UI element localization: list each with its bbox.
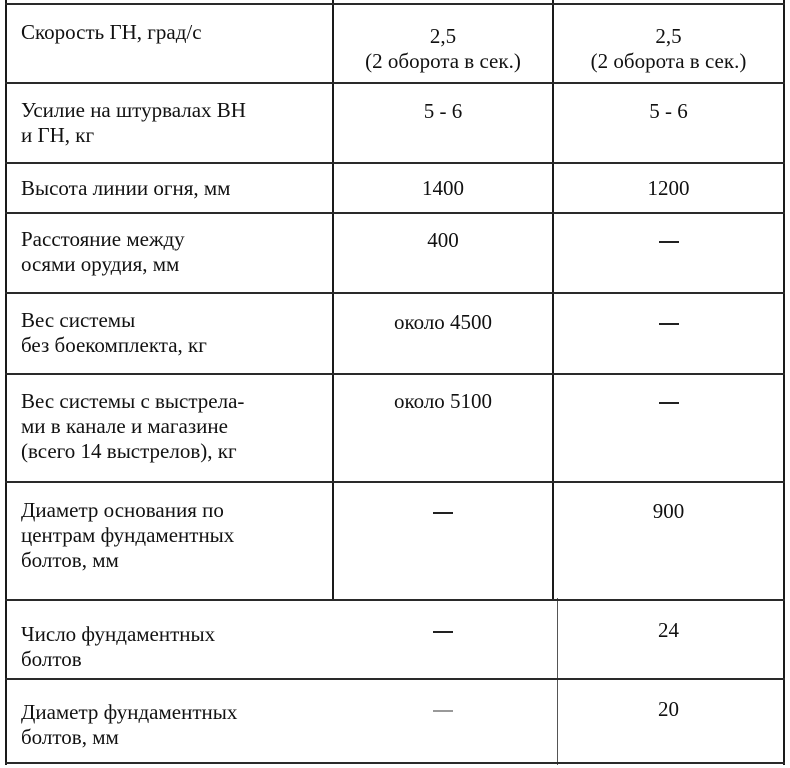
value-col1-weight-without-ammo bbox=[334, 310, 552, 335]
row-label-weight-without-ammo bbox=[7, 308, 332, 358]
value-line: 2,5 bbox=[429, 24, 457, 48]
row-label-base-diameter bbox=[7, 498, 332, 573]
value-line: 2,5 bbox=[655, 24, 682, 48]
value-line: 900 bbox=[652, 499, 685, 523]
row-label-barrel-axis-distance bbox=[7, 227, 332, 277]
value-col1-base-diameter bbox=[334, 499, 552, 524]
value-line: около 4500 bbox=[393, 310, 493, 334]
row-divider bbox=[5, 678, 785, 680]
value-col2-bolt-count bbox=[554, 618, 783, 643]
label-line: Вес системы bbox=[21, 308, 136, 332]
label-line: Вес системы с выстрела- bbox=[21, 389, 245, 413]
value-col1-weight-with-rounds bbox=[334, 389, 552, 414]
value-col2-bolt-diameter bbox=[554, 697, 783, 722]
row-label-bolt-count bbox=[7, 622, 332, 672]
label-line: Высота линии огня, мм bbox=[21, 176, 231, 200]
value-line: 20 bbox=[658, 697, 679, 721]
value-col1-barrel-axis-distance bbox=[334, 228, 552, 253]
row-divider bbox=[5, 599, 785, 601]
label-line: Усилие на штурвалах ВН bbox=[21, 98, 246, 122]
value-col1-horizontal-speed bbox=[334, 24, 552, 74]
dash-empty-value bbox=[433, 710, 453, 712]
value-col2-base-diameter bbox=[554, 499, 783, 524]
row-divider bbox=[5, 481, 785, 483]
dash-empty-value bbox=[659, 402, 679, 404]
label-line: Расстояние между bbox=[21, 227, 185, 251]
table-border-bottom bbox=[5, 762, 785, 764]
label-line: болтов bbox=[21, 647, 82, 671]
row-divider bbox=[5, 82, 785, 84]
label-line: без боекомплекта, кг bbox=[21, 333, 207, 357]
value-col2-barrel-axis-distance bbox=[554, 228, 783, 253]
row-divider bbox=[5, 212, 785, 214]
value-line: 5 - 6 bbox=[423, 99, 463, 123]
dash-empty-value bbox=[659, 323, 679, 325]
value-col2-handwheel-force bbox=[554, 99, 783, 124]
row-divider bbox=[5, 292, 785, 294]
row-label-weight-with-rounds bbox=[7, 389, 332, 464]
label-line: Число фундаментных bbox=[21, 622, 216, 646]
dash-empty-value bbox=[433, 631, 453, 633]
label-line: центрам фундаментных bbox=[21, 523, 235, 547]
label-line: (всего 14 выстрелов), кг bbox=[21, 439, 237, 463]
value-line: (2 оборота в сек.) bbox=[365, 49, 521, 73]
value-col2-weight-without-ammo bbox=[554, 310, 783, 335]
value-col1-line-of-fire-height bbox=[334, 176, 552, 201]
value-line: 1200 bbox=[647, 176, 690, 200]
label-line: осями орудия, мм bbox=[21, 252, 180, 276]
value-line: 5 - 6 bbox=[649, 99, 688, 123]
value-line: (2 оборота в сек.) bbox=[590, 49, 747, 73]
row-label-handwheel-force bbox=[7, 98, 332, 148]
label-line: болтов, мм bbox=[21, 548, 119, 572]
value-col1-bolt-diameter bbox=[334, 697, 552, 722]
row-divider bbox=[5, 3, 785, 5]
value-col1-handwheel-force bbox=[334, 99, 552, 124]
label-line: ми в канале и магазине bbox=[21, 414, 228, 438]
value-col2-line-of-fire-height bbox=[554, 176, 783, 201]
dash-empty-value bbox=[433, 512, 453, 514]
value-col2-weight-with-rounds bbox=[554, 389, 783, 414]
value-line: 1400 bbox=[422, 176, 464, 200]
row-divider bbox=[5, 162, 785, 164]
row-divider bbox=[5, 373, 785, 375]
label-line: и ГН, кг bbox=[21, 123, 95, 147]
label-line: Скорость ГН, град/с bbox=[21, 20, 202, 44]
value-col2-horizontal-speed bbox=[554, 24, 783, 74]
value-line: 24 bbox=[658, 618, 679, 642]
label-line: Диаметр фундаментных bbox=[21, 700, 238, 724]
value-line: 400 bbox=[427, 228, 459, 252]
label-line: болтов, мм bbox=[21, 725, 119, 749]
row-label-horizontal-speed bbox=[7, 20, 332, 45]
label-line: Диаметр основания по bbox=[21, 498, 224, 522]
table-border-right bbox=[783, 0, 785, 765]
row-label-bolt-diameter bbox=[7, 700, 332, 750]
value-line: около 5100 bbox=[393, 389, 493, 413]
dash-empty-value bbox=[659, 241, 679, 243]
row-label-line-of-fire-height bbox=[7, 176, 332, 201]
value-col1-bolt-count bbox=[334, 618, 552, 643]
